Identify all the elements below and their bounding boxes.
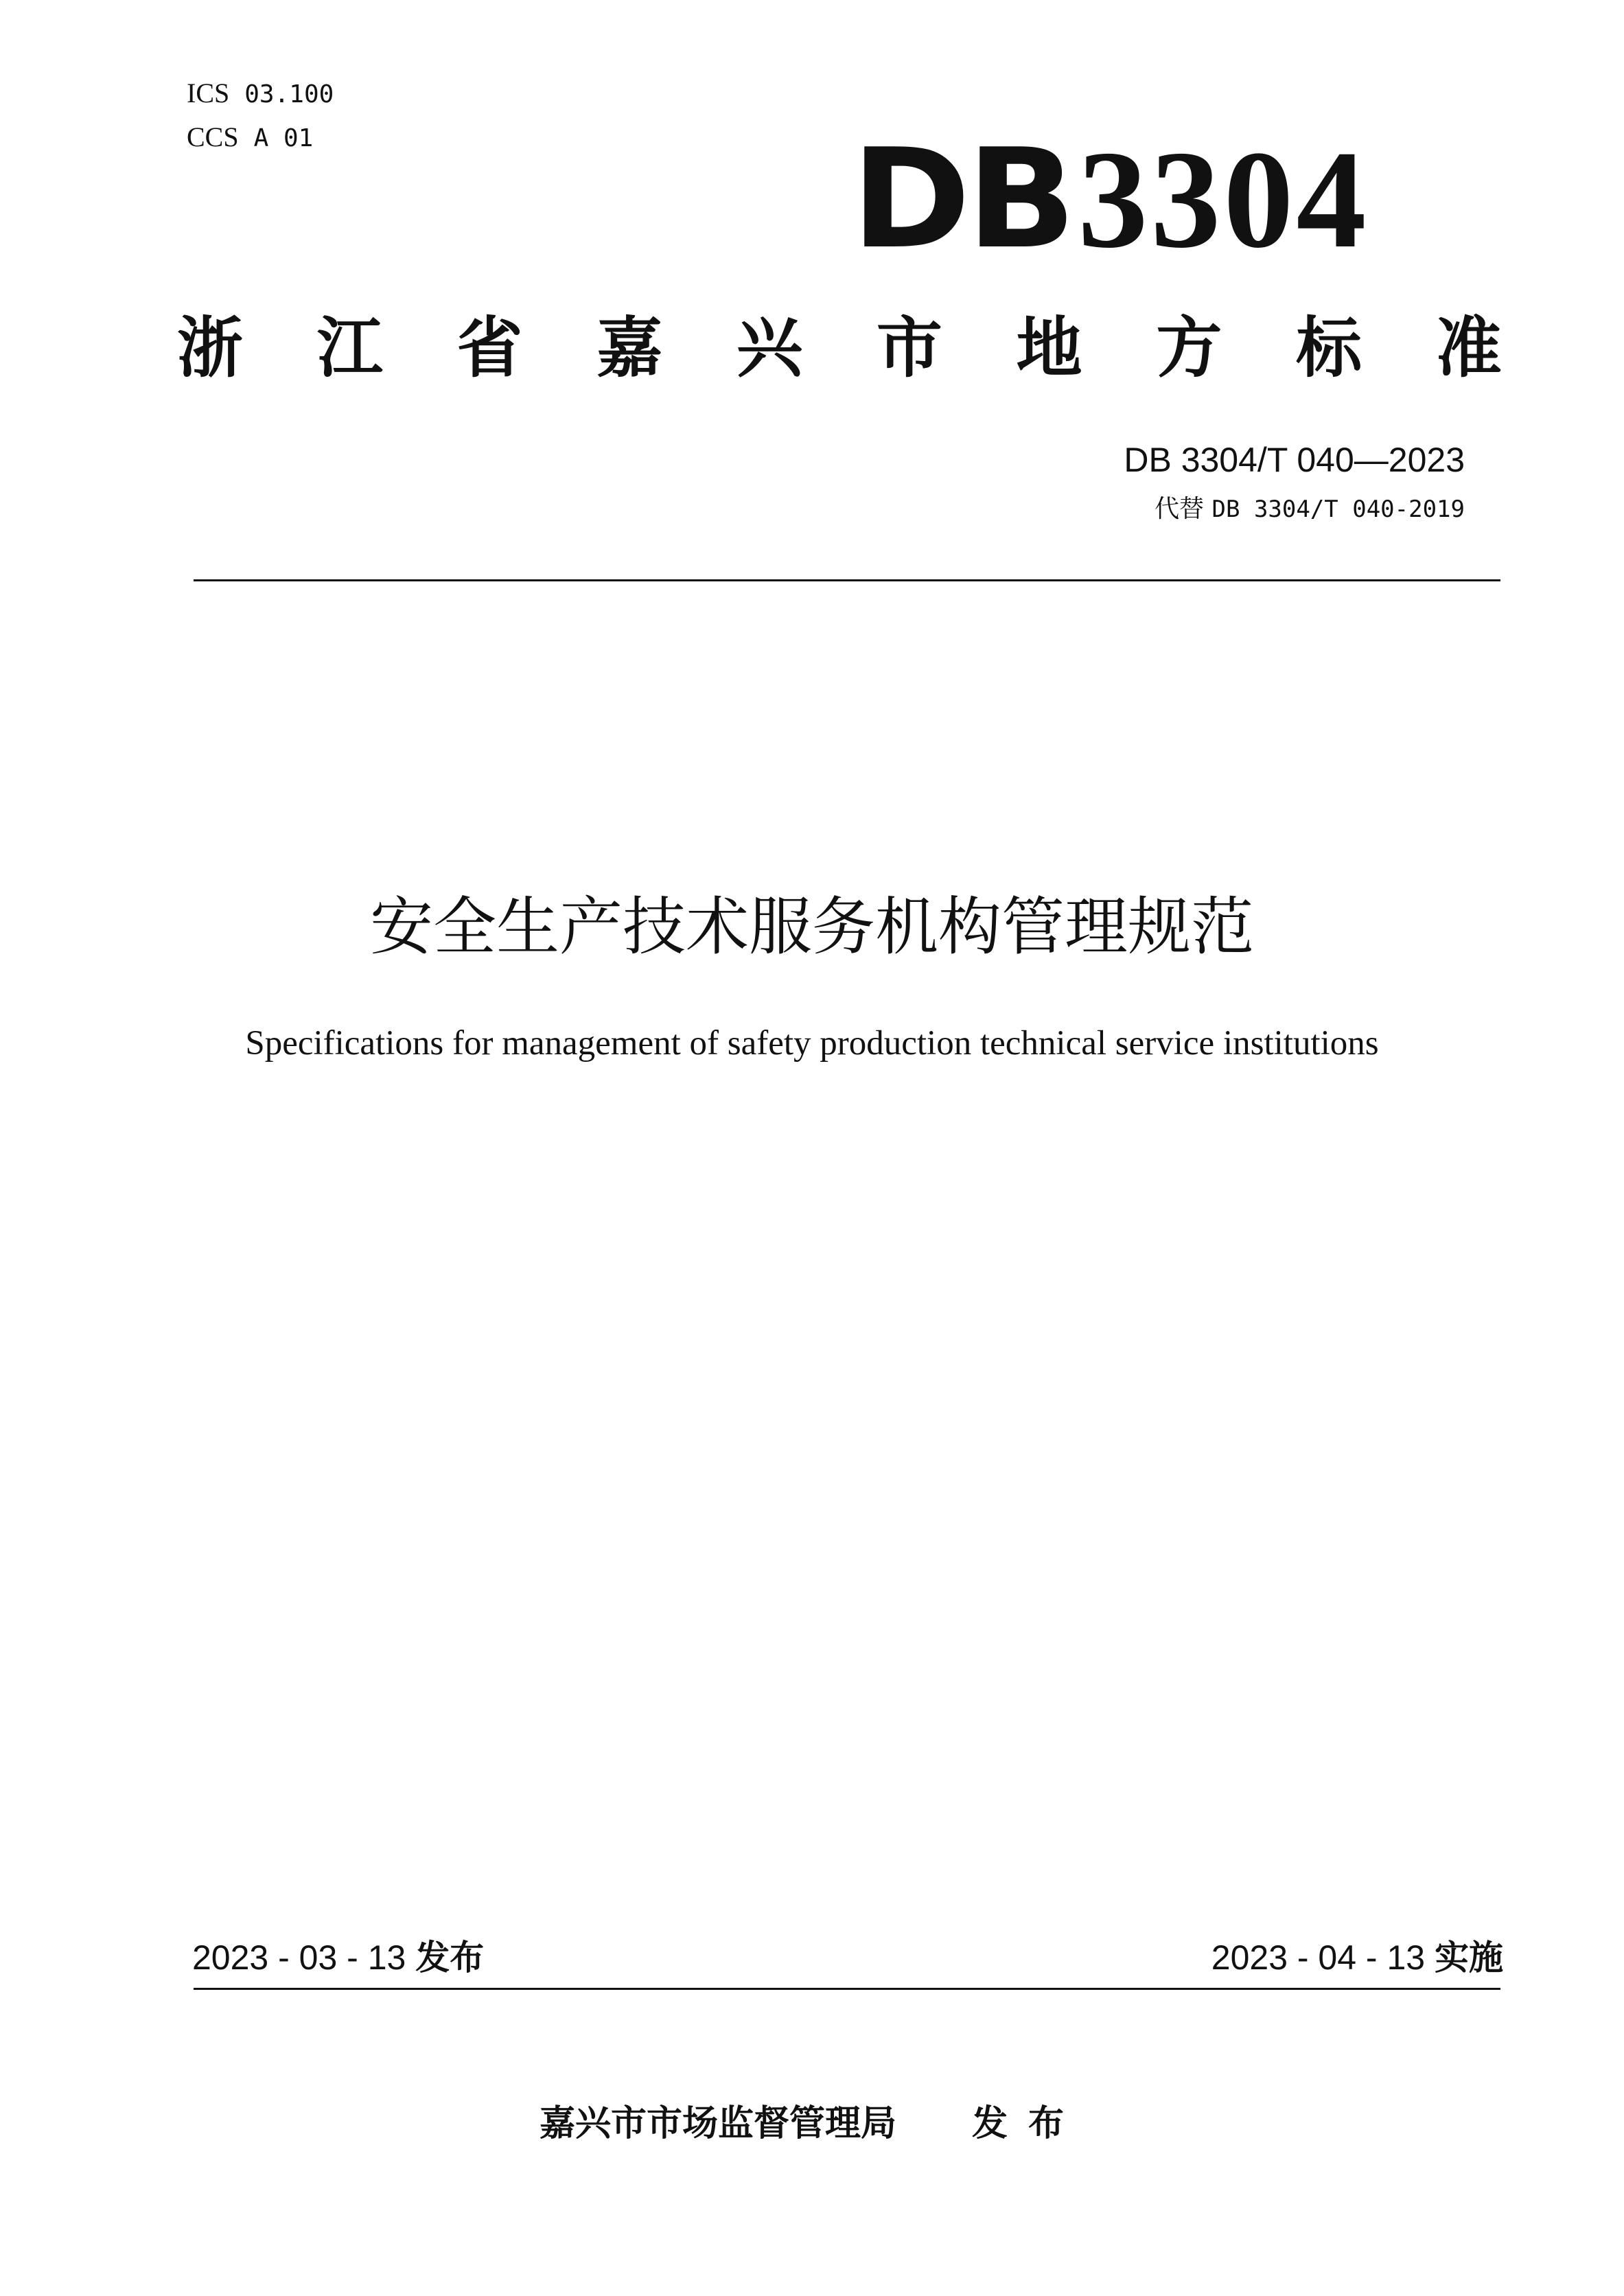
header-char: 省 — [456, 310, 523, 386]
implement-date: 2023 - 04 - 13 — [1211, 1938, 1426, 1977]
header-char: 江 — [316, 310, 383, 386]
header-char: 兴 — [736, 310, 803, 386]
implement-date-line — [1211, 1936, 1503, 1980]
header-char: 标 — [1296, 310, 1362, 386]
implement-label: 实施 — [1435, 1938, 1503, 1978]
standard-type-header — [177, 310, 1502, 386]
db-logo — [851, 119, 1369, 279]
header-char: 浙 — [177, 310, 243, 386]
header-char: 地 — [1016, 310, 1082, 386]
ccs-code — [187, 121, 313, 155]
issue-date: 2023 - 03 - 13 — [192, 1938, 406, 1977]
ccs-label: CCS — [187, 121, 239, 152]
publisher-name: 嘉兴市市场监督管理局 — [539, 2103, 896, 2144]
title-chinese: 安全生产技术服务机构管理规范 — [369, 890, 1254, 964]
ics-label: ICS — [187, 78, 230, 108]
replaces-number: DB 3304/T 040-2019 — [1211, 496, 1465, 523]
bottom-divider — [194, 1988, 1500, 1990]
db-logo-number: 3304 — [1078, 122, 1369, 277]
standard-number: DB 3304/T 040—2023 — [1124, 441, 1465, 479]
publisher-line — [0, 2102, 1624, 2146]
issue-label: 发布 — [415, 1938, 485, 1978]
db-logo-letters: DB — [851, 119, 1072, 279]
issue-date-line — [192, 1936, 484, 1980]
ics-value: 03.100 — [244, 80, 334, 108]
top-divider — [194, 579, 1500, 581]
ccs-value: A 01 — [253, 124, 314, 152]
header-char: 嘉 — [596, 310, 663, 386]
header-char: 准 — [1435, 310, 1502, 386]
publisher-action: 发布 — [972, 2103, 1085, 2144]
header-char: 市 — [876, 310, 942, 386]
replaces-label: 代替 — [1155, 495, 1205, 523]
title-english: Specifications for management of safety production technical service institutions — [245, 1024, 1379, 1063]
replaces-line — [1155, 494, 1465, 524]
ics-code — [187, 77, 334, 111]
header-char: 方 — [1156, 310, 1222, 386]
